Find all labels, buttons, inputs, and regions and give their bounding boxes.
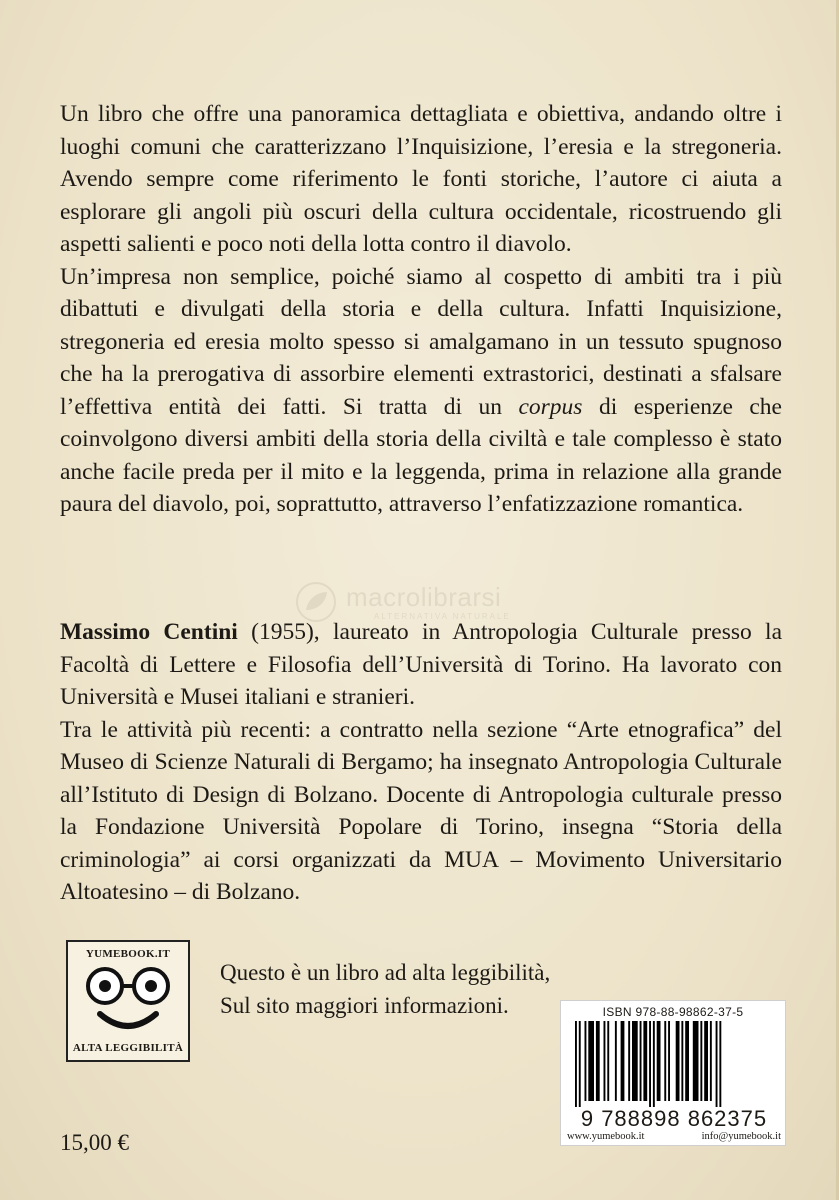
watermark-text: macrolibrarsi bbox=[346, 582, 502, 612]
barcode-bar bbox=[657, 1021, 661, 1101]
bio-paragraph-1 bbox=[60, 616, 782, 714]
readability-note bbox=[220, 956, 550, 1022]
barcode-bar bbox=[685, 1021, 689, 1101]
barcode-bar bbox=[649, 1021, 651, 1107]
barcode-bar bbox=[596, 1021, 600, 1101]
barcode-bar bbox=[653, 1021, 655, 1107]
barcode-bar bbox=[681, 1021, 683, 1101]
barcode-bar bbox=[668, 1021, 670, 1101]
yumebook-logo bbox=[66, 940, 190, 1062]
logo-top-text: YUMEBOOK.IT bbox=[85, 948, 171, 960]
barcode-bar bbox=[676, 1021, 680, 1101]
blurb-paragraph-2 bbox=[60, 261, 782, 521]
barcode-bar bbox=[704, 1021, 708, 1101]
price: 15,00 € bbox=[60, 1130, 129, 1155]
barcode-footer bbox=[567, 1131, 781, 1142]
isbn-barcode-panel bbox=[560, 1000, 786, 1146]
blurb-paragraph-2-part-a: Un’impresa non semplice, poiché siamo al cospetto di ambiti tra i più dibattuti e divulgati della storia e della cultura. Infatti Inquisizione, stregoneria ed eresia molto spesso si amalgamano in un tessuto spugnoso che ha la prerogativa di assorbire elementi extrastorici, destinati a sfalsare l’effettiva entità dei fatti. Si tratta di un bbox=[60, 263, 782, 420]
readability-line-1: Questo è un libro ad alta leggibilità, bbox=[220, 960, 551, 985]
isbn-label: ISBN 978-88-98862-37-5 bbox=[602, 1005, 744, 1019]
barcode-bar bbox=[607, 1021, 609, 1101]
barcode-image bbox=[571, 1021, 777, 1107]
barcode-bar bbox=[585, 1021, 587, 1101]
bio-paragraph-2: Tra le attività più recenti: a contratto nella sezione “Arte etnografica” del Museo di Scienze Naturali di Bergamo; ha insegnato Antropologia Culturale all’Istituto di Design di Bolzano. Docente di Antropologia culturale presso la Fondazione Università Popolare di Torino, insegna “Storia della criminologia” ai corsi organizzati da MUA – Movimento Universitario Altoatesino – di Bolzano. bbox=[60, 716, 782, 905]
barcode-bar bbox=[615, 1021, 617, 1101]
barcode-bar bbox=[710, 1021, 712, 1101]
barcode-bar bbox=[664, 1021, 666, 1101]
barcode-bar bbox=[621, 1021, 625, 1101]
publisher-email: info@yumebook.it bbox=[701, 1131, 781, 1142]
barcode-bar bbox=[716, 1021, 718, 1107]
barcode-bar bbox=[719, 1021, 721, 1107]
barcode-bar bbox=[700, 1021, 702, 1101]
barcode-bar bbox=[632, 1021, 638, 1101]
author-name: Massimo Centini bbox=[60, 619, 238, 645]
barcode-bar bbox=[575, 1021, 577, 1107]
barcode-digits: 9 788898 862375 bbox=[580, 1106, 768, 1131]
readability-line-2: Sul sito maggiori informazioni. bbox=[220, 993, 509, 1018]
blurb-paragraph-1: Un libro che offre una panoramica dettagliata e obiettiva, andando oltre i luoghi comuni che caratterizzano l’Inquisizione, l’eresia e la stregoneria. Avendo sempre come riferimento le fonti storiche, l’autore ci aiuta a esplorare gli angoli più oscuri della cultura occidentale, ricostruendo gli aspetti salienti e poco noti della lotta contro il diavolo. bbox=[60, 101, 782, 257]
barcode-bar bbox=[643, 1021, 647, 1101]
bio-paragraph-1-rest: (1955), laureato in Antropologia Culturale presso la Facoltà di Lettere e Filosofia dell’Università di Torino. Ha lavorato con Università e Musei italiani e stranieri. bbox=[60, 619, 783, 710]
corpus-italic: corpus bbox=[518, 393, 583, 420]
barcode-bar bbox=[588, 1021, 594, 1101]
publisher-website: www.yumebook.it bbox=[567, 1131, 645, 1142]
barcode-bar bbox=[628, 1021, 630, 1101]
logo-bottom-text: ALTA LEGGIBILITÀ bbox=[72, 1042, 184, 1054]
author-bio bbox=[60, 616, 782, 909]
barcode-bar bbox=[604, 1021, 606, 1101]
barcode-bar bbox=[579, 1021, 581, 1107]
barcode-bar bbox=[640, 1021, 642, 1101]
blurb bbox=[60, 98, 782, 521]
smiley-glasses-icon bbox=[78, 966, 178, 1040]
blurb-paragraph-2-part-b: di esperienze che coinvolgono diversi ambiti della storia della civiltà e tale complesso è stato anche facile preda per il mito e la leggenda, prima in relazione alla grande paura del diavolo, poi, soprattutto, attraverso l’enfatizzazione romantica. bbox=[60, 393, 782, 517]
watermark-subtext: ALTERNATIVA NATURALE bbox=[374, 612, 511, 621]
barcode-bar bbox=[693, 1021, 699, 1101]
